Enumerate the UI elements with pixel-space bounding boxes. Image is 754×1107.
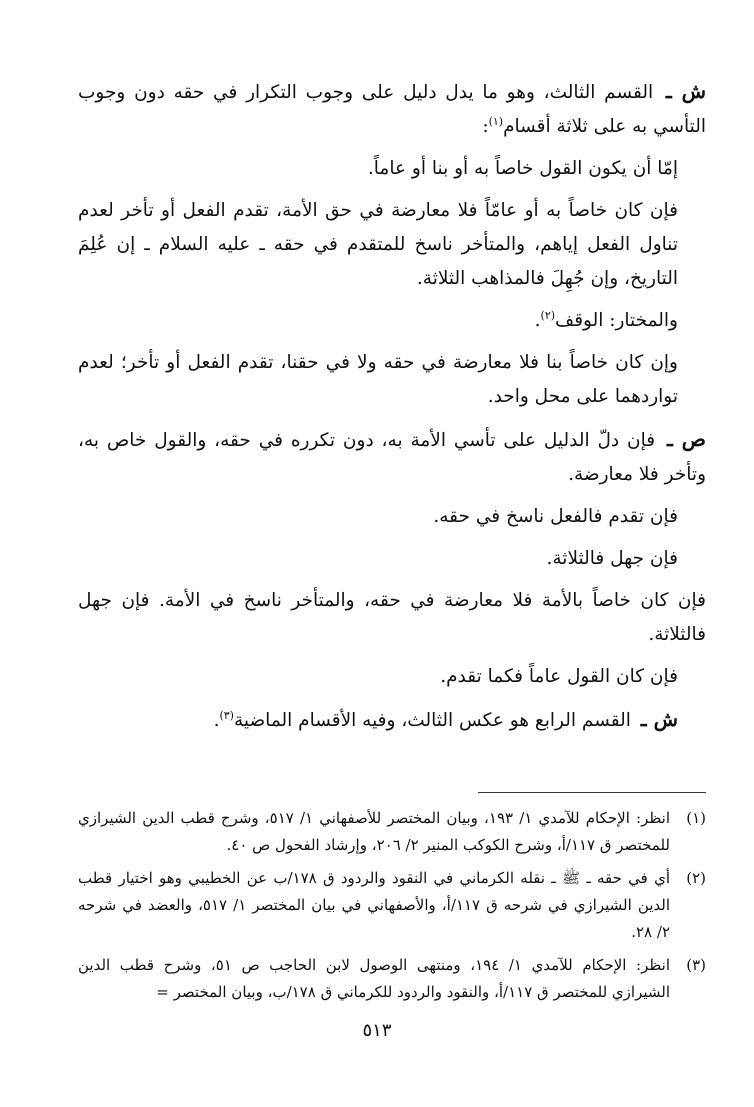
paragraph-cases: إمّا أن يكون القول خاصاً به أو بنا أو عاماً.	[367, 158, 678, 179]
footnote-ref-3[interactable]: (٣)	[219, 708, 234, 722]
paragraph-if-preceded: فإن تقدم فالفعل ناسخ في حقه.	[433, 506, 678, 527]
footnote-3	[78, 952, 706, 1006]
page-number: ٥١٣	[362, 1020, 392, 1041]
footnote-number: (١)	[686, 809, 706, 827]
paragraph-specific-to-us: وإن كان خاصاً بنا فلا معارضة في حقه ولا في حقنا، تقدم الفعل أو تأخر؛ لعدم تواردهما على محل واحد.	[78, 352, 678, 407]
footnote-ref-1[interactable]: (١)	[488, 114, 504, 128]
paragraph-specific-to-ummah: فإن كان خاصاً بالأمة فلا معارضة في حقه، والمتأخر ناسخ في الأمة. فإن جهل فالثلاثة.	[78, 590, 706, 645]
paragraph-text: القسم الثالث، وهو ما يدل دليل على وجوب التكرار في حقه دون وجوب التأسي به على ثلاثة أقسام	[78, 82, 706, 137]
paragraph-sad	[78, 422, 706, 492]
footnote-separator	[478, 792, 706, 793]
paragraph-text: والمختار: الوقف	[555, 310, 678, 331]
footnote-ref-2[interactable]: (٢)	[540, 308, 556, 322]
footnote-text: انظر: الإحكام للآمدي ١/ ١٩٣، وبيان المختصر للأصفهاني ١/ ٥١٧، وشرح قطب الدين الشيرازي للمختصر ق ١١٧/أ، وشرح الكوكب المنير ٢/ ٢٠٦، وإرشاد الفحول ص ٤٠.	[78, 809, 670, 854]
punctuation: .	[213, 710, 220, 731]
sh-marker: ش ـ	[640, 707, 678, 731]
footnotes	[78, 805, 706, 1012]
paragraph-sh-fourth-section	[78, 702, 706, 738]
paragraph-text: فإن دلّ الدليل على تأسي الأمة به، دون تكرره في حقه، والقول خاص به، وتأخر فلا معارضة.	[78, 430, 706, 485]
footnote-text: أي في حقه ـ ﷺ ـ نقله الكرماني في النقود والردود ق ١٧٨/ب عن الخطيبي وهو اختيار قطب الدين الشيرازي في شرحه ق ١١٧/أ، والأصفهاني في بيان المختصر ١/ ٥١٧، والعضد في شرحه ٢/ ٢٨.	[78, 869, 671, 941]
footnote-1	[78, 805, 706, 859]
punctuation: .	[534, 310, 541, 331]
sh-marker: ش ـ	[665, 79, 706, 103]
footnote-number: (٣)	[686, 956, 706, 974]
footnote-number: (٢)	[686, 869, 706, 887]
footnote-2	[78, 865, 706, 946]
footnote-text: انظر: الإحكام للآمدي ١/ ١٩٤، ومنتهى الوصول لابن الحاجب ص ٥١، وشرح قطب الدين الشيرازي للمختصر ق ١١٧/أ، والنقود والردود للكرماني ق ١٧٨/ب، وبيان المختصر =	[78, 956, 671, 1001]
paragraph-if-unknown: فإن جهل فالثلاثة.	[546, 548, 678, 569]
paragraph-sh-third-section	[78, 74, 706, 144]
sad-marker: ص ـ	[666, 427, 706, 451]
paragraph-text: القسم الرابع هو عكس الثالث، وفيه الأقسام الماضية	[233, 710, 631, 731]
paragraph-if-general: فإن كان القول عاماً فكما تقدم.	[440, 666, 678, 687]
punctuation: :	[482, 116, 489, 137]
paragraph-specific-or-general: فإن كان خاصاً به أو عامّاً فلا معارضة في حق الأمة، تقدم الفعل أو تأخر لعدم تناول الفعل إياهم، والمتأخر ناسخ للمتقدم في حقه ـ عليه السلام ـ إن عُلِمَ التاريخ، وإن جُهِلَ فالمذاهب الثلاثة.	[78, 200, 678, 289]
paragraph-chosen-view	[78, 304, 706, 338]
